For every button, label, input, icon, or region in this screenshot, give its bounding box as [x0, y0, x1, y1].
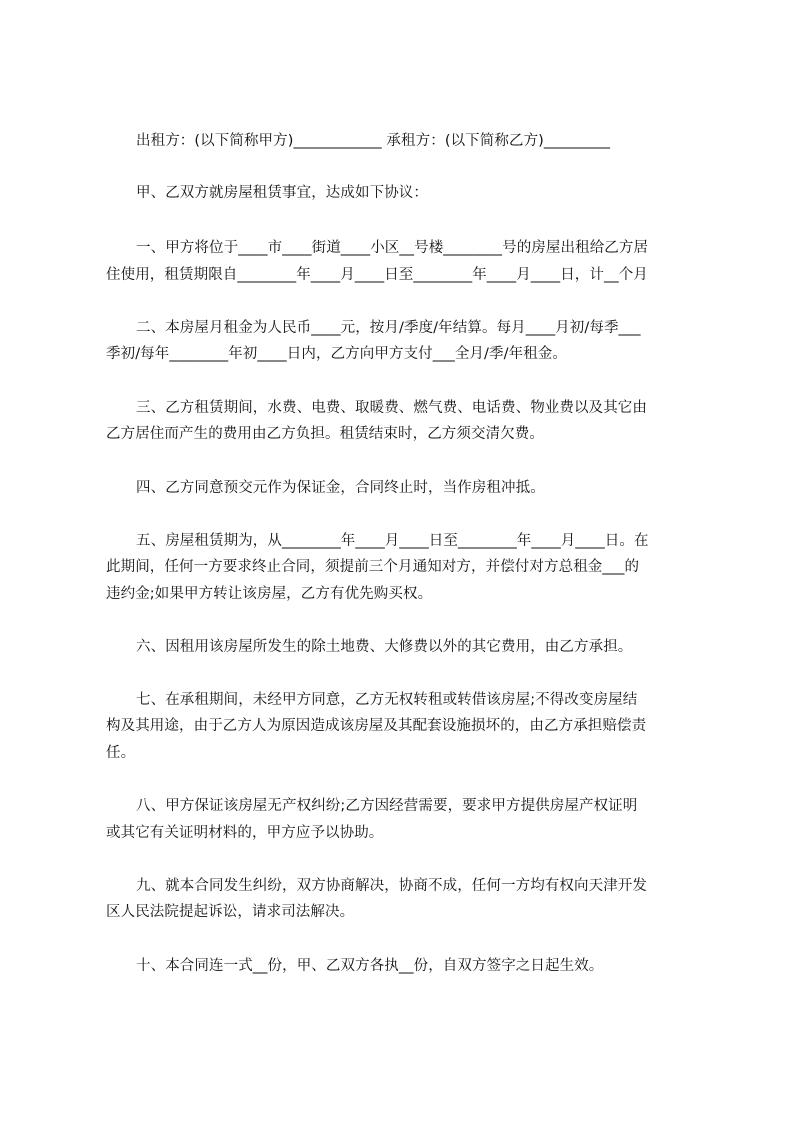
clause-7-line-1: 七、在承租期间，未经甲方同意，乙方无权转租或转借该房屋;不得改变房屋结: [136, 692, 638, 708]
clause-9-line-1: 九、就本合同发生纠纷，双方协商解决，协商不成，任何一方均有权向天津开发: [136, 878, 647, 894]
clause-5-line-3: 违约金;如果甲方转让该房屋，乙方有优先购买权。: [106, 586, 433, 602]
clause-1-line-1: 一、甲方将位于____市____街道____小区__号楼________号的房屋出租给乙方居: [136, 240, 649, 256]
intro-paragraph: 甲、乙双方就房屋租赁事宜，达成如下协议：: [136, 185, 428, 201]
clause-4-line-1: 四、乙方同意预交元作为保证金，合同终止时，当作房租冲抵。: [136, 480, 545, 496]
clause-1-line-2: 住使用，租赁期限自________年____月____日至________年____月____日，计__个月: [106, 267, 648, 283]
parties-line: 出租方：(以下简称甲方)____________ 承租方：(以下简称乙方)_________: [136, 133, 611, 149]
clause-5-line-1: 五、房屋租赁期为，从________年____月____日至________年____月____日。在: [136, 533, 649, 549]
clause-9-line-2: 区人民法院提起诉讼，请求司法解决。: [106, 904, 355, 920]
clause-10-line-1: 十、本合同连一式__份，甲、乙双方各执__份，自双方签字之日起生效。: [136, 958, 604, 974]
clause-3-line-1: 三、乙方租赁期间，水费、电费、取暖费、燃气费、电话费、物业费以及其它由: [136, 400, 647, 416]
clause-7-line-2: 构及其用途，由于乙方人为原因造成该房屋及其配套设施损坏的，由乙方承担赔偿责: [106, 718, 647, 734]
clause-3-line-2: 乙方居住而产生的费用由乙方负担。租赁结束时，乙方须交清欠费。: [106, 426, 544, 442]
clause-8-line-1: 八、甲方保证该房屋无产权纠纷;乙方因经营需要，要求甲方提供房屋产权证明: [136, 798, 638, 814]
clause-6-line-1: 六、因租用该房屋所发生的除土地费、大修费以外的其它费用，由乙方承担。: [136, 639, 633, 655]
clause-8-line-2: 或其它有关证明材料的，甲方应予以协助。: [106, 825, 384, 841]
clause-7-line-3: 任。: [106, 745, 136, 761]
clause-5-line-2: 此期间，任何一方要求终止合同，须提前三个月通知对方，并偿付对方总租金___的: [106, 559, 640, 575]
clause-2-line-2: 季初/每年________年初____日内，乙方向甲方支付___全月/季/年租金。: [106, 346, 568, 362]
clause-2-line-1: 二、本房屋月租金为人民币____元，按月/季度/年结算。每月____月初/每季___: [136, 320, 641, 336]
